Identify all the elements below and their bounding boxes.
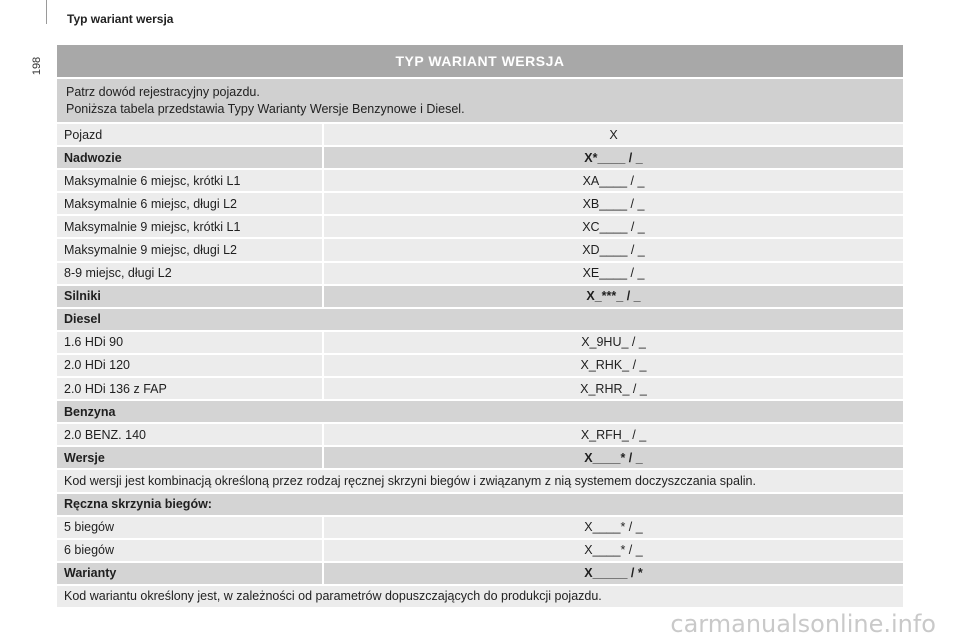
row-code: XB____ / _: [324, 193, 903, 214]
row-full-text: Kod wersji jest kombinacją określoną przez rodzaj ręcznej skrzyni biegów i związanym z nią systemem doczyszczania spalin.: [57, 470, 903, 491]
row-label: Warianty: [57, 563, 322, 584]
row-code: X_RHK_ / _: [324, 355, 903, 376]
table-title: TYP WARIANT WERSJA: [57, 45, 903, 77]
row-label: 2.0 BENZ. 140: [57, 424, 322, 445]
intro-line: Poniższa tabela przedstawia Typy Warianty Wersje Benzynowe i Diesel.: [66, 102, 465, 116]
table-row: [57, 309, 903, 330]
row-label: Nadwozie: [57, 147, 322, 168]
row-label: Maksymalnie 9 miejsc, długi L2: [57, 239, 322, 260]
row-full-text: Diesel: [57, 309, 903, 330]
type-variant-version-table: [57, 45, 903, 607]
row-label: 8-9 miejsc, długi L2: [57, 263, 322, 284]
row-code: X_RFH_ / _: [324, 424, 903, 445]
row-full-text: Kod wariantu określony jest, w zależności od parametrów dopuszczających do produkcji pojazdu.: [57, 586, 903, 607]
table-row: [57, 378, 903, 399]
table-row: [57, 494, 903, 515]
row-code: X_9HU_ / _: [324, 332, 903, 353]
row-code: XC____ / _: [324, 216, 903, 237]
row-code: XA____ / _: [324, 170, 903, 191]
table-row: [57, 355, 903, 376]
row-label: Maksymalnie 9 miejsc, krótki L1: [57, 216, 322, 237]
row-label: Silniki: [57, 286, 322, 307]
section-header: Typ wariant wersja: [67, 12, 174, 26]
watermark: carmanualsonline.info: [670, 610, 936, 638]
row-label: 2.0 HDi 120: [57, 355, 322, 376]
table-row: [57, 216, 903, 237]
table-row: [57, 563, 903, 584]
table-row: [57, 401, 903, 422]
table-row: [57, 263, 903, 284]
row-full-text: Ręczna skrzynia biegów:: [57, 494, 903, 515]
row-label: Maksymalnie 6 miejsc, długi L2: [57, 193, 322, 214]
row-code: X: [324, 124, 903, 145]
row-label: 2.0 HDi 136 z FAP: [57, 378, 322, 399]
table-row: [57, 470, 903, 491]
row-code: X____* / _: [324, 540, 903, 561]
table-row: [57, 286, 903, 307]
intro-block: [57, 79, 903, 122]
page-number: 198: [31, 56, 44, 76]
intro-line: Patrz dowód rejestracyjny pojazdu.: [66, 85, 260, 99]
margin-rule: [46, 0, 47, 24]
table-row: [57, 424, 903, 445]
row-code: X____* / _: [324, 517, 903, 538]
row-label: 6 biegów: [57, 540, 322, 561]
table-row: [57, 124, 903, 145]
row-label: Maksymalnie 6 miejsc, krótki L1: [57, 170, 322, 191]
table-row: [57, 447, 903, 468]
row-code: XE____ / _: [324, 263, 903, 284]
row-code: XD____ / _: [324, 239, 903, 260]
table-row: [57, 239, 903, 260]
table-row: [57, 147, 903, 168]
row-code: X_RHR_ / _: [324, 378, 903, 399]
row-full-text: Benzyna: [57, 401, 903, 422]
row-label: 5 biegów: [57, 517, 322, 538]
table-row: [57, 170, 903, 191]
row-code: X____* / _: [324, 447, 903, 468]
table-row: [57, 332, 903, 353]
row-label: Wersje: [57, 447, 322, 468]
table-row: [57, 193, 903, 214]
row-code: X_____ / *: [324, 563, 903, 584]
table-row: [57, 517, 903, 538]
table-row: [57, 586, 903, 607]
row-label: 1.6 HDi 90: [57, 332, 322, 353]
row-label: Pojazd: [57, 124, 322, 145]
table-row: [57, 540, 903, 561]
row-code: X*____ / _: [324, 147, 903, 168]
table-body: [57, 124, 903, 607]
row-code: X_***_ / _: [324, 286, 903, 307]
